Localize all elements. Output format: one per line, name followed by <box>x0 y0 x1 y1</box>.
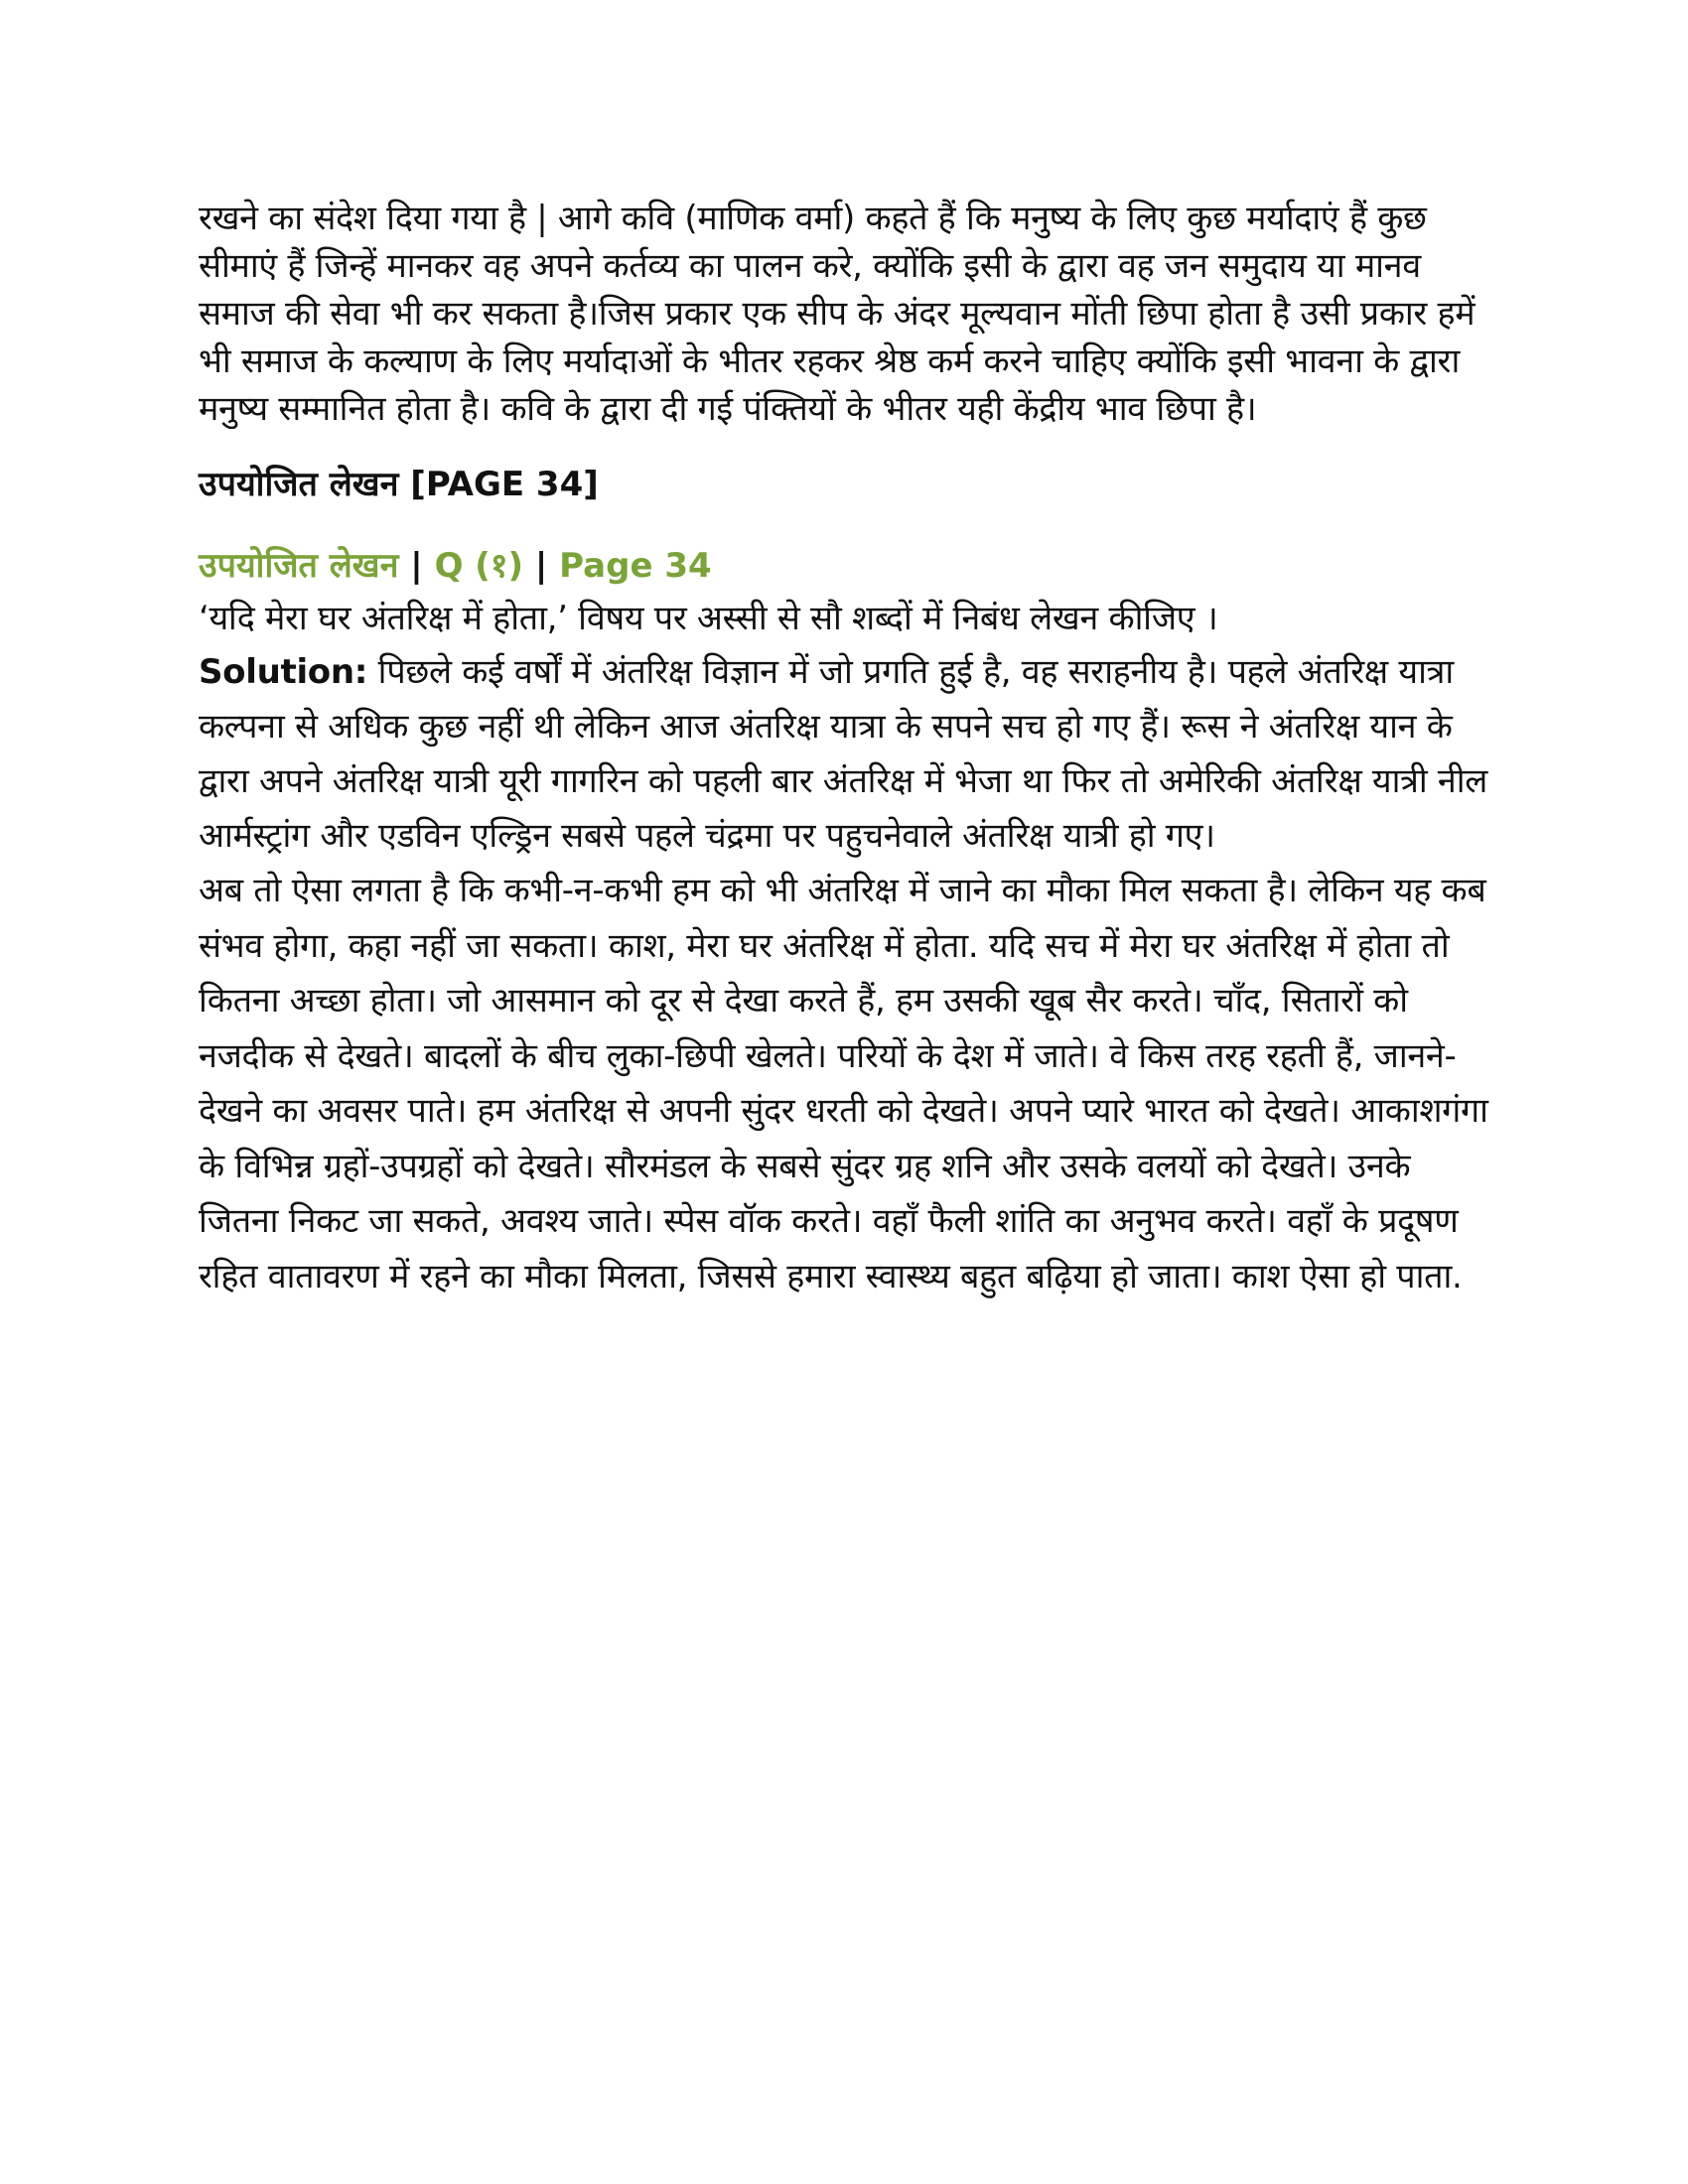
intro-paragraph: रखने का संदेश दिया गया है | आगे कवि (माणिक वर्मा) कहते हैं कि मनुष्य के लिए कुछ मर्यादाएं हैं कुछ सीमाएं हैं जिन्हें मानकर वह अपने कर्तव्य का पालन करे, क्योंकि इसी के द्वारा वह जन समुदाय या मानव समाज की सेवा भी कर सकता है।जिस प्रकार एक सीप के अंदर मूल्यवान मोंती छिपा होता है उसी प्रकार हमें भी समाज के कल्याण के लिए मर्यादाओं के भीतर रहकर श्रेष्ठ कर्म करने चाहिए क्योंकि इसी भावना के द्वारा मनुष्य सम्मानित होता है। कवि के द्वारा दी गई पंक्तियों के भीतर यही केंद्रीय भाव छिपा है। <box>199 199 1476 429</box>
question-text: ‘यदि मेरा घर अंतरिक्ष में होता,’ विषय पर अस्सी से सौ शब्दों में निबंध लेखन कीजिए । <box>199 599 1218 638</box>
question-number: Q (१) <box>434 546 524 586</box>
question-separator: | <box>523 546 560 586</box>
question-page: Page 34 <box>559 546 712 586</box>
question-separator: | <box>398 546 435 586</box>
question-title: उपयोजित लेखन <box>199 546 399 586</box>
section-heading: उपयोजित लेखन [PAGE 34] <box>199 465 599 504</box>
question-heading <box>199 542 1499 590</box>
solution-text: पिछले कई वर्षों में अंतरिक्ष विज्ञान में जो प्रगति हुई है, वह सराहनीय है। पहले अंतरिक्ष यात्रा कल्पना से अधिक कुछ नहीं थी लेकिन आज अंतरिक्ष यात्रा के सपने सच हो गए हैं। रूस ने अंतरिक्ष यान के द्वारा अपने अंतरिक्ष यात्री यूरी गागरिन को पहली बार अंतरिक्ष में भेजा था फिर तो अमेरिकी अंतरिक्ष यात्री नील आर्मस्ट्रांग और एडविन एल्ड्रिन सबसे पहले चंद्रमा पर पहुचनेवाले अंतरिक्ष यात्री हो गए। <box>199 652 1488 856</box>
solution-paragraph-2: अब तो ऐसा लगता है कि कभी-न-कभी हम को भी अंतरिक्ष में जाने का मौका मिल सकता है। लेकिन यह कब संभव होगा, कहा नहीं जा सकता। काश, मेरा घर अंतरिक्ष में होता. यदि सच में मेरा घर अंतरिक्ष में होता तो कितना अच्छा होता। जो आसमान को दूर से देखा करते हैं, हम उसकी खूब सैर करते। चाँद, सितारों को नजदीक से देखते। बादलों के बीच लुका-छिपी खेलते। परियों के देश में जाते। वे किस तरह रहती हैं, जानने-देखने का अवसर पाते। हम अंतरिक्ष से अपनी सुंदर धरती को देखते। अपने प्यारे भारत को देखते। आकाशगंगा के विभिन्न ग्रहों-उपग्रहों को देखते। सौरमंडल के सबसे सुंदर ग्रह शनि और उसके वलयों को देखते। उनके जितना निकट जा सकते, अवश्य जाते। स्पेस वॉक करते। वहाँ फैली शांति का अनुभव करते। वहाँ के प्रदूषण रहित वातावरण में रहने का मौका मिलता, जिससे हमारा स्वास्थ्य बहुत बढ़िया हो जाता। काश ऐसा हो पाता. <box>199 871 1488 1297</box>
document-page <box>199 195 1499 1304</box>
solution-label: Solution: <box>199 652 368 692</box>
solution-paragraph <box>199 645 1499 864</box>
